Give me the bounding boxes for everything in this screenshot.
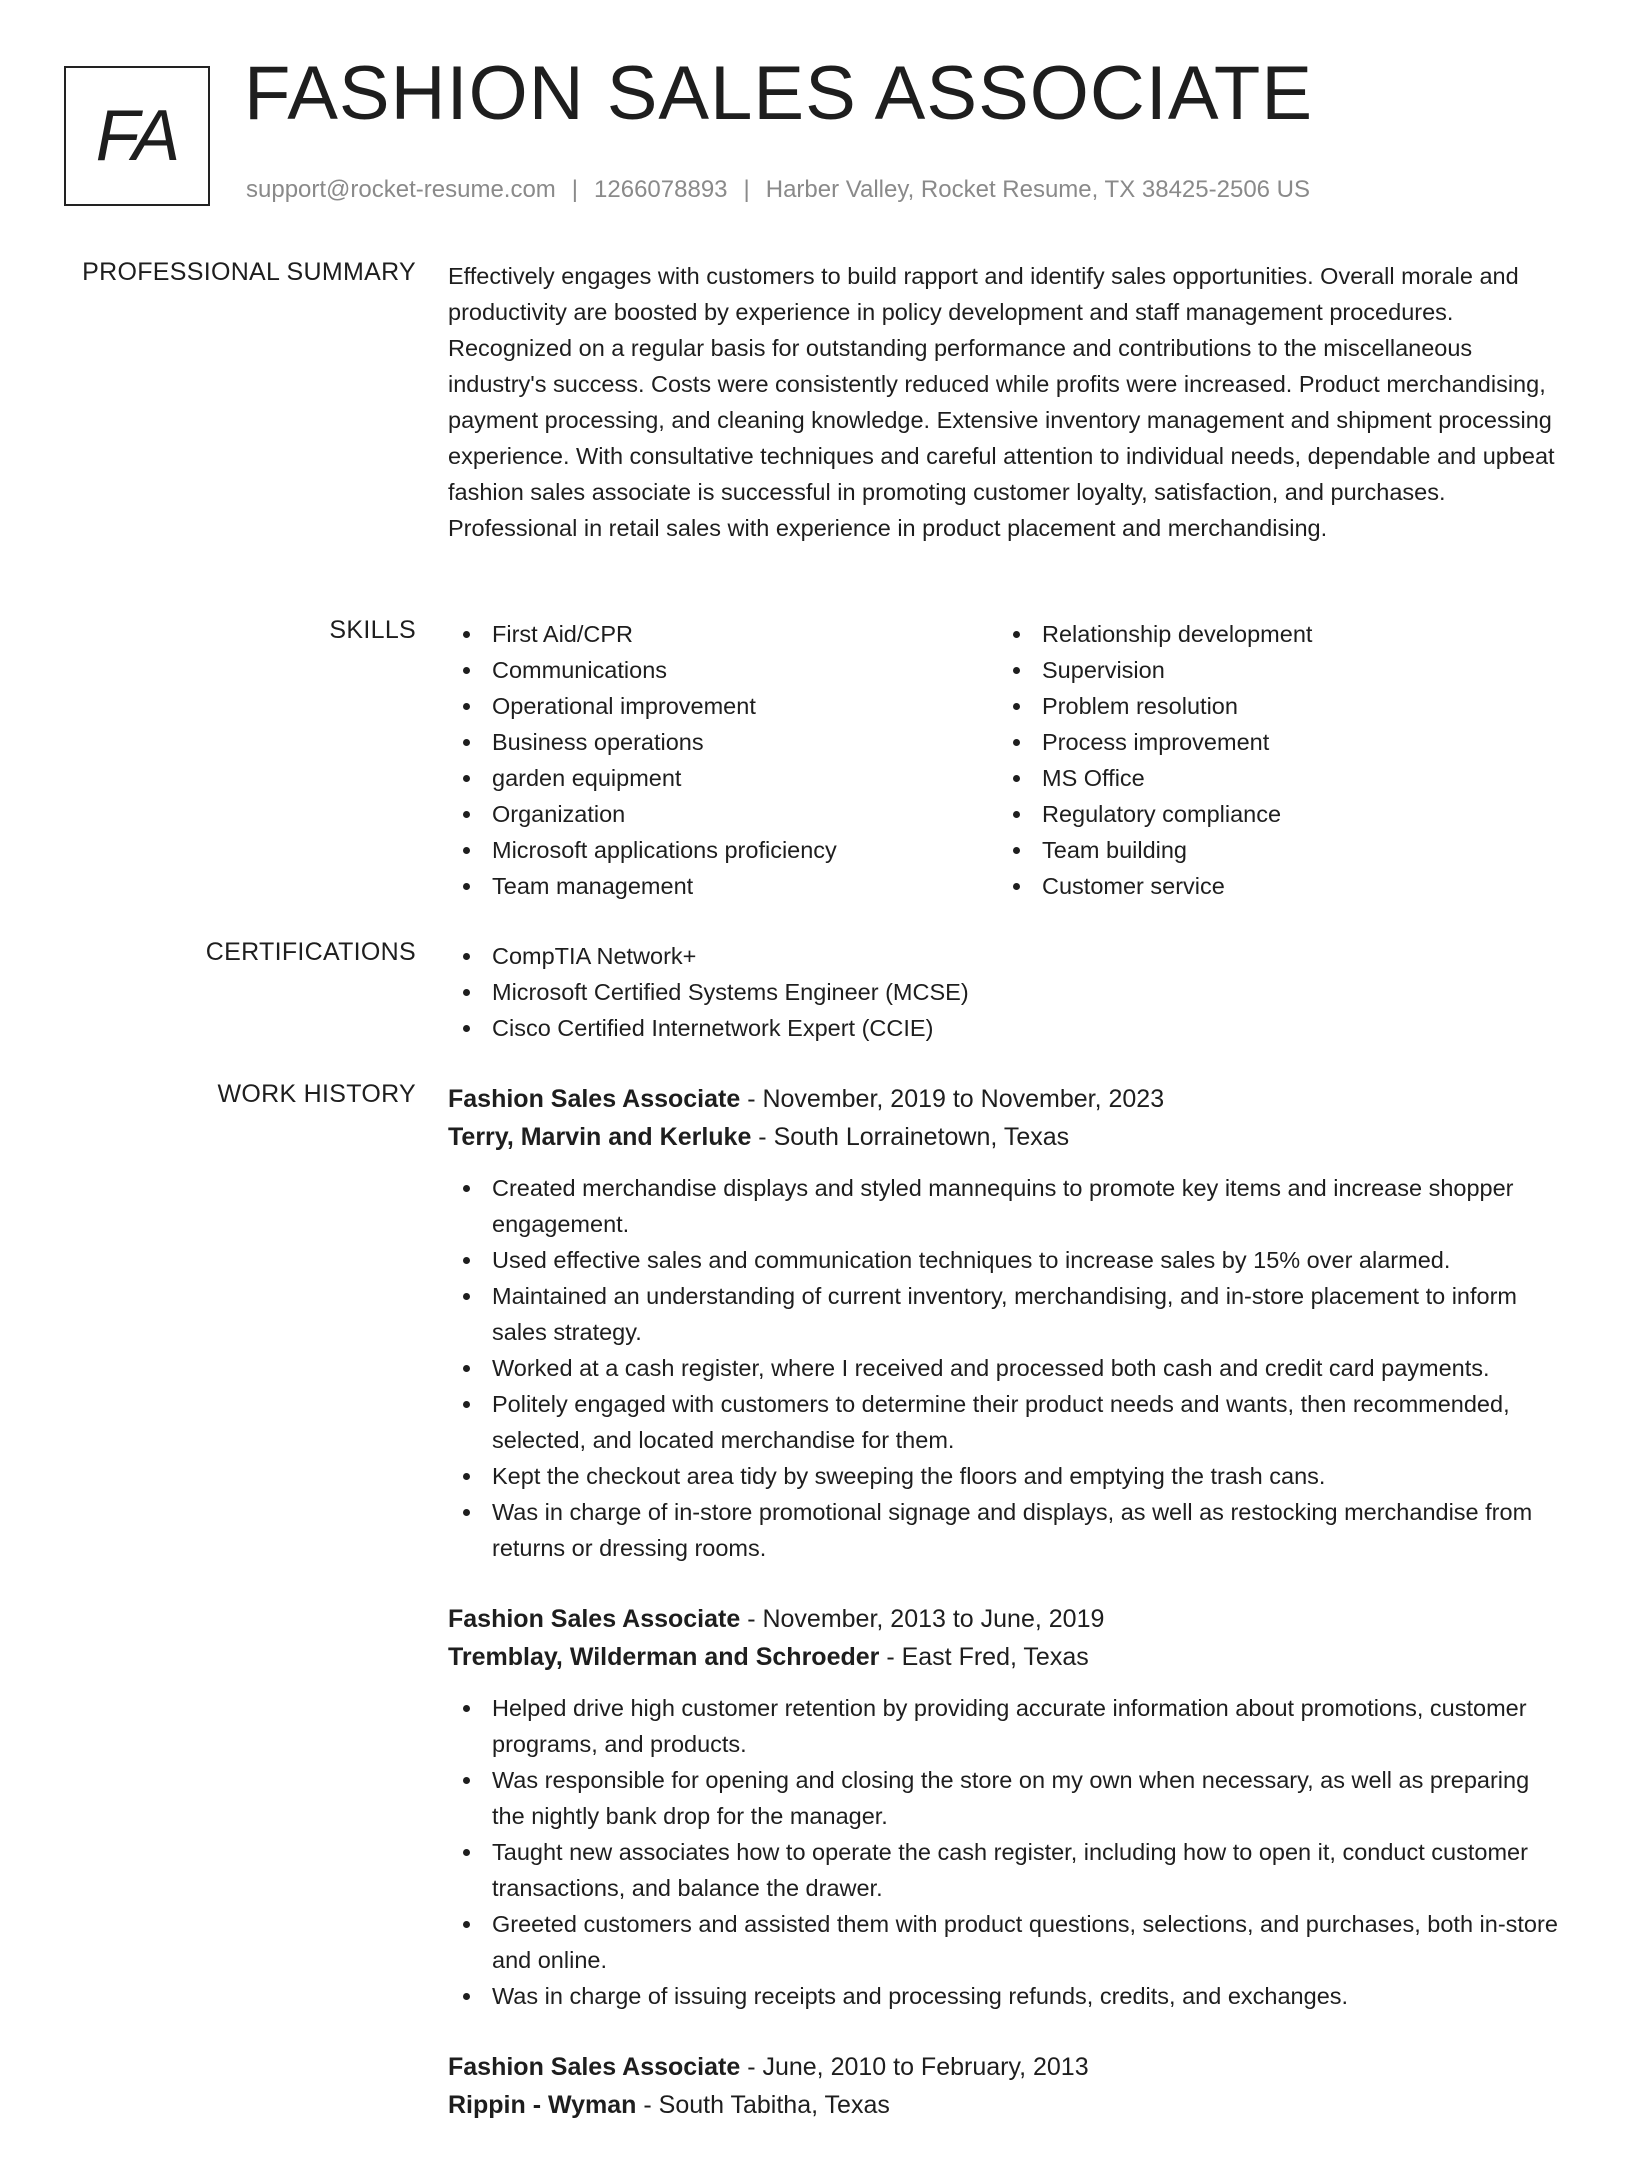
job-duty-item: Kept the checkout area tidy by sweeping the floors and emptying the trash cans.	[448, 1458, 1566, 1494]
contact-line	[246, 176, 1310, 204]
summary-heading: PROFESSIONAL SUMMARY	[82, 258, 416, 286]
resume-title: FASHION SALES ASSOCIATE	[244, 51, 1314, 136]
job-duty-item: Politely engaged with customers to determine their product needs and wants, then recommended, selected, and located merchandise for them.	[448, 1386, 1566, 1458]
skill-item: Supervision	[998, 652, 1548, 688]
job-company: Rippin - Wyman	[448, 2091, 637, 2119]
contact-phone[interactable]: 1266078893	[594, 176, 728, 203]
job-title-line	[448, 1600, 1566, 1638]
job-duty-item: Helped drive high customer retention by providing accurate information about promotions, customer programs, and products.	[448, 1690, 1566, 1762]
job-duty-item: Was responsible for opening and closing the store on my own when necessary, as well as preparing the nightly bank drop for the manager.	[448, 1762, 1566, 1834]
job-duty-item: Maintained an understanding of current inventory, merchandising, and in-store placement to inform sales strategy.	[448, 1278, 1566, 1350]
job-duty-item: Was in charge of issuing receipts and processing refunds, credits, and exchanges.	[448, 1978, 1566, 2014]
skill-item: First Aid/CPR	[448, 616, 998, 652]
skill-item: MS Office	[998, 760, 1548, 796]
certifications-list	[448, 938, 1566, 1046]
job-duty-item: Used effective sales and communication techniques to increase sales by 15% over alarmed.	[448, 1242, 1566, 1278]
skill-item: Operational improvement	[448, 688, 998, 724]
job-duties-list	[448, 1170, 1566, 1566]
contact-email[interactable]: support@rocket-resume.com	[246, 176, 556, 203]
job-company: Tremblay, Wilderman and Schroeder	[448, 1643, 880, 1671]
skill-item: Problem resolution	[998, 688, 1548, 724]
job-company: Terry, Marvin and Kerluke	[448, 1123, 752, 1151]
job-location: - South Lorrainetown, Texas	[751, 1123, 1070, 1151]
skill-item: Microsoft applications proficiency	[448, 832, 998, 868]
certification-item: Cisco Certified Internetwork Expert (CCIE)	[448, 1010, 1566, 1046]
job-duties-list	[448, 1690, 1566, 2014]
skill-item: Business operations	[448, 724, 998, 760]
certification-item: Microsoft Certified Systems Engineer (MCSE)	[448, 974, 1566, 1010]
job-duty-item: Was in charge of in-store promotional signage and displays, as well as restocking merchandise from returns or dressing rooms.	[448, 1494, 1566, 1566]
skill-item: Team building	[998, 832, 1548, 868]
job-entry	[448, 1080, 1566, 1566]
job-title: Fashion Sales Associate	[448, 2053, 741, 2081]
job-dates: - November, 2013 to June, 2019	[740, 1605, 1105, 1633]
job-duty-item: Created merchandise displays and styled mannequins to promote key items and increase shopper engagement.	[448, 1170, 1566, 1242]
skill-item: Process improvement	[998, 724, 1548, 760]
skill-item: Relationship development	[998, 616, 1548, 652]
work-history-list	[448, 1080, 1566, 2158]
job-company-line	[448, 2086, 1566, 2124]
job-title: Fashion Sales Associate	[448, 1605, 741, 1633]
job-duty-item: Worked at a cash register, where I received and processed both cash and credit card payments.	[448, 1350, 1566, 1386]
certifications-heading: CERTIFICATIONS	[205, 938, 416, 966]
skills-list-right	[998, 616, 1548, 904]
job-company-line	[448, 1638, 1566, 1676]
skill-item: Team management	[448, 868, 998, 904]
job-title: Fashion Sales Associate	[448, 1085, 741, 1113]
summary-text: Effectively engages with customers to build rapport and identify sales opportunities. Overall morale and productivity are boosted by experience in policy development and staff management procedures. Recognized on a regular basis for outstanding performance and contributions to the miscellaneous industry's success. Costs were consistently reduced while profits were increased. Product merchandising, payment processing, and cleaning knowledge. Extensive inventory management and shipment processing experience. With consultative techniques and careful attention to individual needs, dependable and upbeat fashion sales associate is successful in promoting customer loyalty, satisfaction, and purchases. Professional in retail sales with experience in product placement and merchandising.	[448, 263, 1555, 541]
certification-item: CompTIA Network+	[448, 938, 1566, 974]
job-title-line	[448, 1080, 1566, 1118]
skill-item: Communications	[448, 652, 998, 688]
monogram-text: FA	[95, 96, 179, 176]
job-entry	[448, 2048, 1566, 2124]
job-duty-item: Taught new associates how to operate the cash register, including how to open it, conduct customer transactions, and balance the drawer.	[448, 1834, 1566, 1906]
job-location: - East Fred, Texas	[879, 1643, 1089, 1671]
job-company-line	[448, 1118, 1566, 1156]
job-dates: - June, 2010 to February, 2013	[740, 2053, 1089, 2081]
work-history-heading: WORK HISTORY	[217, 1080, 416, 1108]
skills-heading: SKILLS	[329, 616, 416, 644]
skill-item: Customer service	[998, 868, 1548, 904]
skills-list-left	[448, 616, 998, 904]
monogram-logo	[64, 66, 210, 206]
contact-separator: |	[571, 176, 579, 203]
job-entry	[448, 1600, 1566, 2014]
skill-item: garden equipment	[448, 760, 998, 796]
job-title-line	[448, 2048, 1566, 2086]
job-dates: - November, 2019 to November, 2023	[740, 1085, 1165, 1113]
contact-separator: |	[743, 176, 750, 203]
skill-item: Organization	[448, 796, 998, 832]
job-duty-item: Greeted customers and assisted them with product questions, selections, and purchases, both in-store and online.	[448, 1906, 1566, 1978]
skill-item: Regulatory compliance	[998, 796, 1548, 832]
job-location: - South Tabitha, Texas	[636, 2091, 890, 2119]
contact-address: Harber Valley, Rocket Resume, TX 38425-2506 US	[765, 176, 1311, 203]
